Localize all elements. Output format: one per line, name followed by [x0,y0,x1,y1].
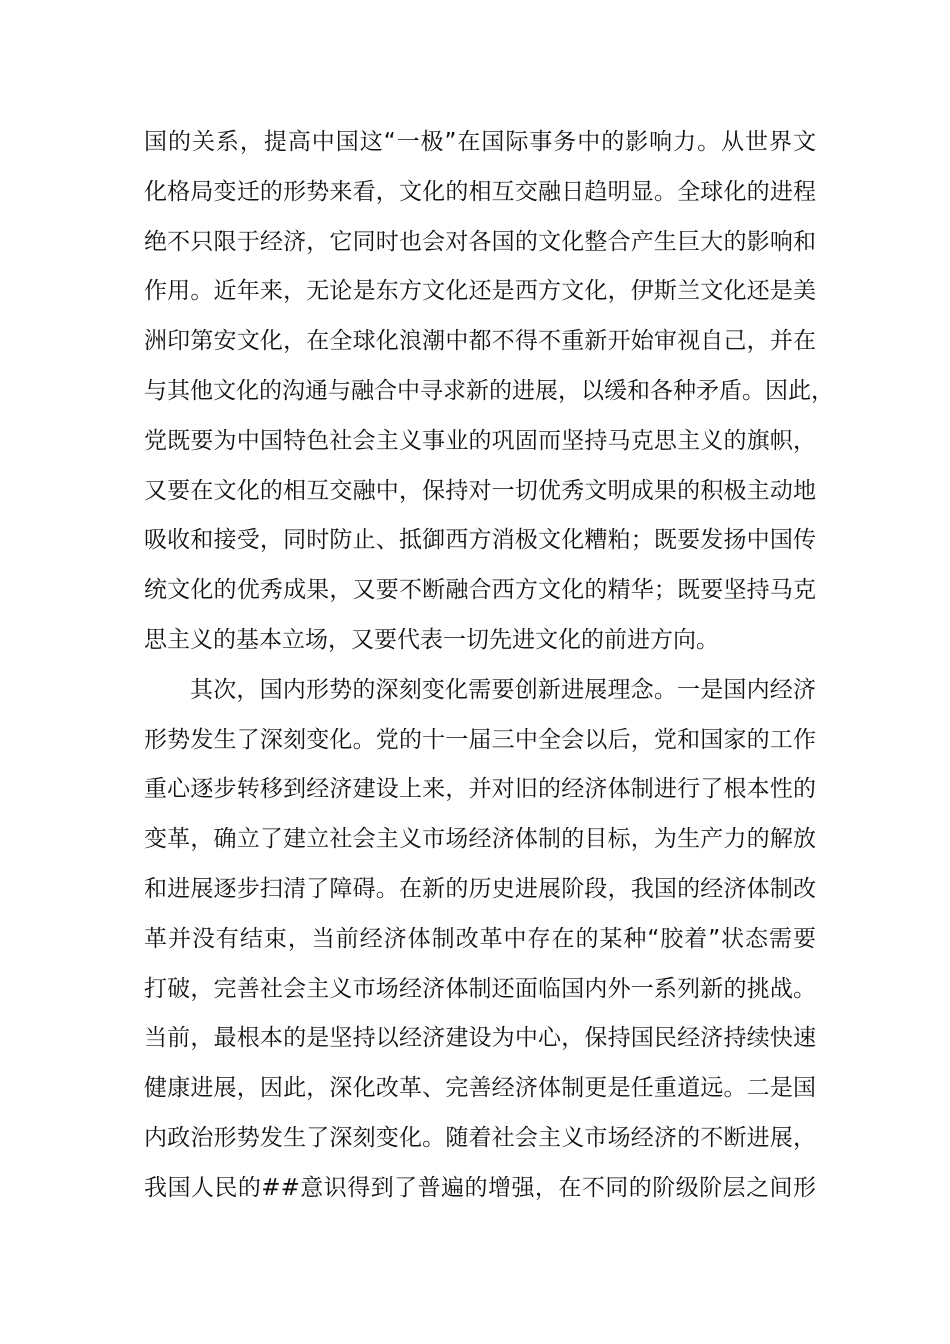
text-line: 形势发生了深刻变化。党的十一届三中全会以后，党和国家的工作 [144,726,816,753]
text-line: 统文化的优秀成果，又要不断融合西方文化的精华；既要坚持马克 [144,577,816,604]
text-line: 重心逐步转移到经济建设上来，并对旧的经济体制进行了根本性的 [144,776,816,803]
text-line: 打破，完善社会主义市场经济体制还面临国内外一系列新的挑战。 [144,975,816,1002]
text-line: 思主义的基本立场，又要代表一切先进文化的前进方向。 [144,626,719,653]
text-line: 化格局变迁的形势来看，文化的相互交融日趋明显。全球化的进程 [144,178,816,205]
text-line: 国的关系，提高中国这“一极”在国际事务中的影响力。从世界文 [144,129,816,155]
text-line: 吸收和接受，同时防止、抵御西方消极文化糟粕；既要发扬中国传 [144,527,816,554]
text-line: 绝不只限于经济，它同时也会对各国的文化整合产生巨大的影响和 [144,228,816,255]
paragraph [144,666,816,1214]
text-line: 党既要为中国特色社会主义事业的巩固而坚持马克思主义的旗帜， [144,427,816,454]
paragraph [144,118,834,666]
text-line: 当前，最根本的是坚持以经济建设为中心，保持国民经济持续快速 [144,1025,816,1052]
text-line: 作用。近年来，无论是东方文化还是西方文化，伊斯兰文化还是美 [144,278,816,305]
text-line: 内政治形势发生了深刻变化。随着社会主义市场经济的不断进展， [144,1124,816,1151]
body-text [144,118,834,1214]
text-line: 健康进展，因此，深化改革、完善经济体制更是任重道远。二是国 [144,1075,816,1102]
text-line: 与其他文化的沟通与融合中寻求新的进展，以缓和各种矛盾。因此， [144,377,834,404]
text-line: 我国人民的##意识得到了普遍的增强，在不同的阶级阶层之间形 [144,1174,816,1201]
text-line: 革并没有结束，当前经济体制改革中存在的某种“胶着”状态需要 [144,925,816,952]
text-line: 又要在文化的相互交融中，保持对一切优秀文明成果的积极主动地 [144,477,816,504]
text-line: 其次，国内形势的深刻变化需要创新进展理念。一是国内经济 [190,676,816,703]
text-line: 洲印第安文化，在全球化浪潮中都不得不重新开始审视自己，并在 [144,328,816,355]
text-line: 变革，确立了建立社会主义市场经济体制的目标，为生产力的解放 [144,826,816,853]
text-line: 和进展逐步扫清了障碍。在新的历史进展阶段，我国的经济体制改 [144,875,816,902]
